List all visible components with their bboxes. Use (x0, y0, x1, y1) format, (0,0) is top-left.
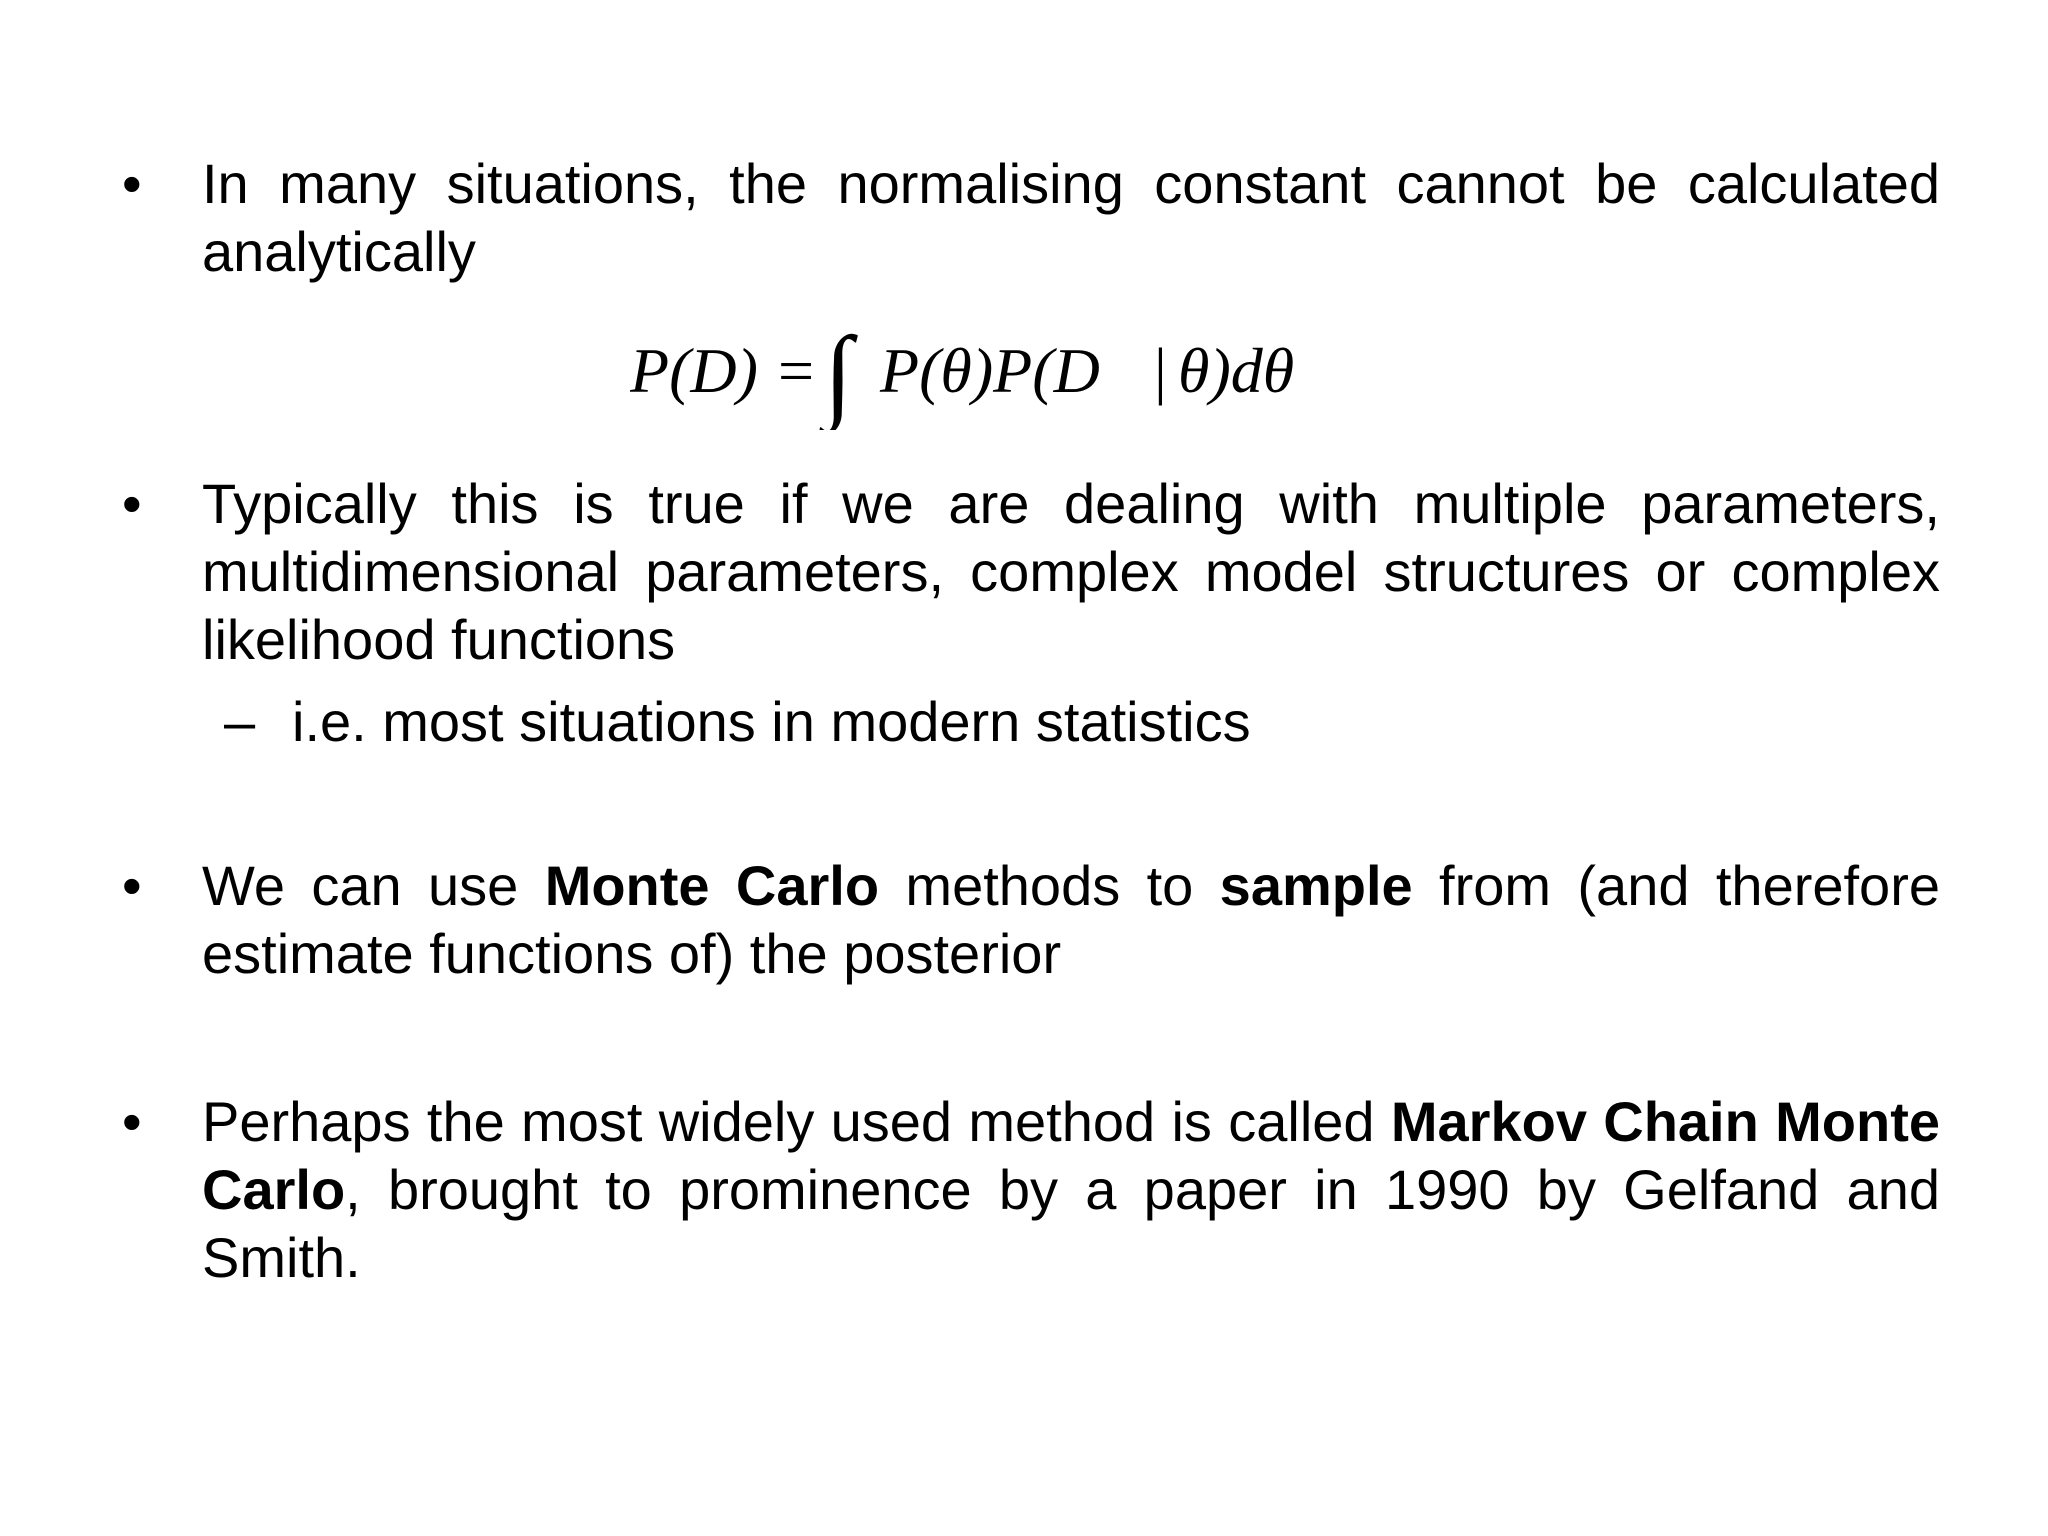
bold-term-monte-carlo: Monte Carlo (544, 854, 880, 917)
bullet-marker: • (122, 152, 142, 215)
bold-term-sample: sample (1219, 854, 1413, 917)
bullet-text-normalising-constant: In many situations, the normalising constant cannot be calculated analytically (202, 152, 1940, 283)
sub-bullet-text: i.e. most situations in modern statistics (292, 690, 1251, 753)
formula-lhs: P(D) (630, 335, 758, 406)
bullet-marker: • (122, 1090, 142, 1153)
formula-rhs-2: θ)dθ (1178, 335, 1295, 406)
bold-term-mcmc: Markov Chain Monte Carlo (202, 1090, 1940, 1221)
bullet-text-mcmc (202, 1088, 1940, 1292)
text-run: methods to (879, 854, 1220, 917)
bullet-marker: • (122, 472, 142, 535)
text-run: , brought to prominence by a paper in 1990 by Gelfand and Smith. (202, 1158, 1940, 1289)
formula-equals: = (778, 335, 815, 406)
sub-bullet-marker: – (224, 690, 256, 753)
text-run: Perhaps the most widely used method is called (202, 1090, 1391, 1153)
formula-bar: | (1154, 335, 1167, 406)
formula-rhs-1: P(θ)P(D (880, 335, 1100, 406)
bullet-marker: • (122, 854, 142, 917)
text-run: from (and therefore estimate functions of) the posterior (202, 854, 1940, 985)
bullet-text-multiple-parameters: Typically this is true if we are dealing with multiple parameters, multidimensional parameters, complex model structures or complex likelihood functions (202, 472, 1940, 671)
formula-evidence (630, 320, 1350, 430)
formula-svg (630, 320, 1350, 430)
formula-integral: ∫ (824, 320, 853, 430)
text-run: We can use (202, 854, 545, 917)
bullet-text-monte-carlo (202, 852, 1940, 988)
